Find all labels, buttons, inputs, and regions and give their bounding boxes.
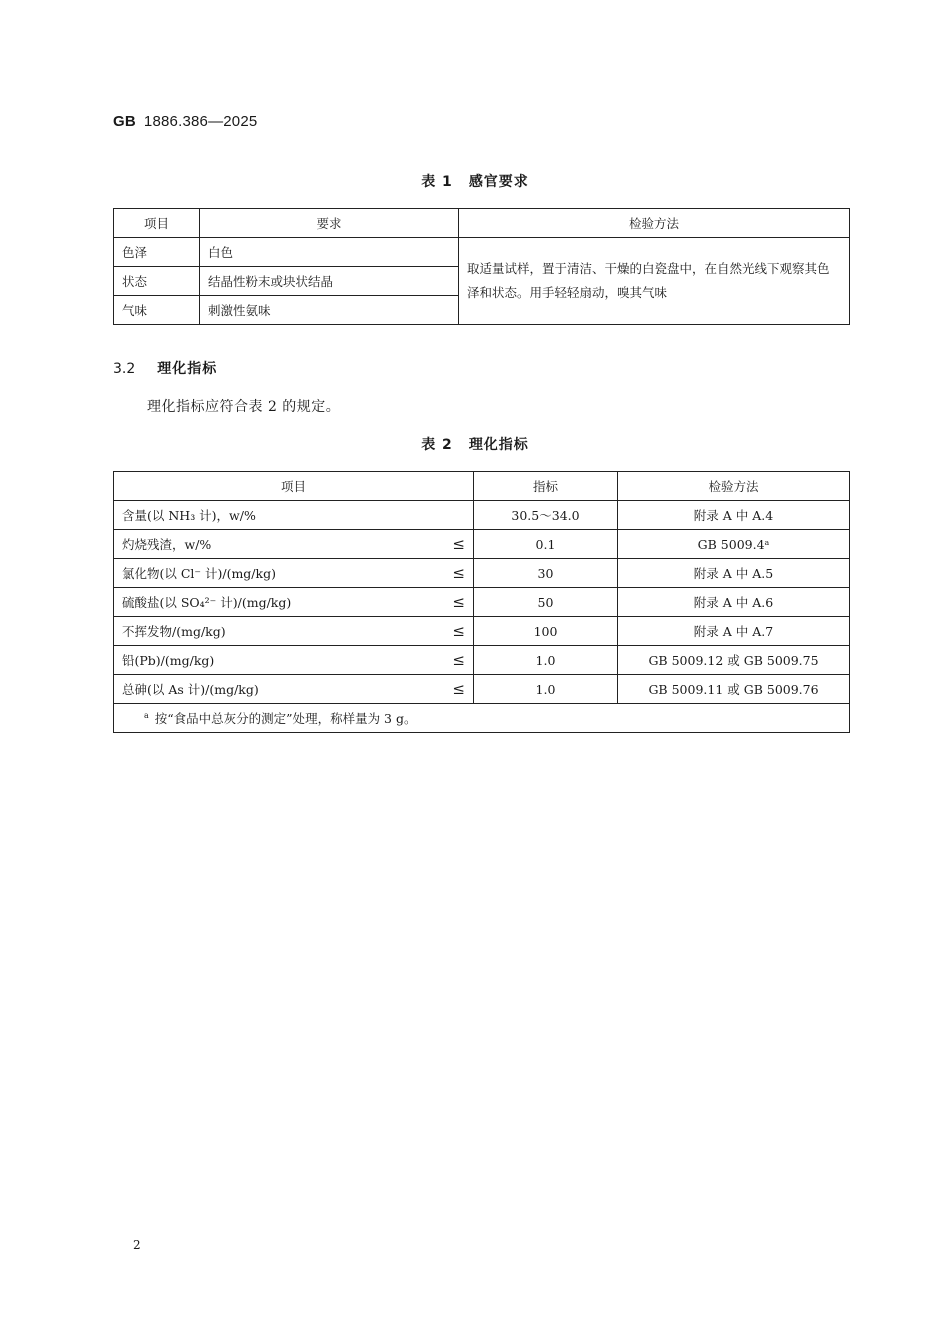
- row-method: 附录 A 中 A.4: [618, 501, 850, 530]
- table-row: [114, 501, 850, 530]
- row-item: [114, 530, 474, 559]
- column-header-method: 检验方法: [618, 472, 850, 501]
- row-item: [114, 617, 474, 646]
- table-row: [114, 675, 850, 704]
- row-value: 30: [474, 559, 618, 588]
- row-item-label: 含量(以 NH₃ 计)，w/%: [122, 508, 256, 523]
- row-method: 附录 A 中 A.5: [618, 559, 850, 588]
- row-value: 30.5～34.0: [474, 501, 618, 530]
- table-row: [114, 646, 850, 675]
- row-item: 状态: [114, 267, 200, 296]
- column-header-limit: 指标: [474, 472, 618, 501]
- row-item: 色泽: [114, 238, 200, 267]
- table1-caption-number: 表 1: [421, 174, 453, 190]
- limit-sign: ≤: [452, 622, 465, 640]
- limit-sign: ≤: [452, 535, 465, 553]
- row-item-label: 不挥发物/(mg/kg): [122, 624, 226, 639]
- row-item: 气味: [114, 296, 200, 325]
- row-item-label: 铅(Pb)/(mg/kg): [122, 653, 215, 668]
- section-heading: [113, 358, 217, 378]
- row-value: 1.0: [474, 675, 618, 704]
- section-title: 理化指标: [157, 361, 218, 377]
- row-item: [114, 559, 474, 588]
- row-method: GB 5009.4ᵃ: [618, 530, 850, 559]
- row-item: [114, 646, 474, 675]
- row-method: GB 5009.11 或 GB 5009.76: [618, 675, 850, 704]
- table-footnote: [114, 704, 850, 733]
- standard-code: [113, 113, 257, 130]
- row-requirement: 结晶性粉末或块状结晶: [200, 267, 459, 296]
- page-number: 2: [133, 1238, 141, 1252]
- table-row: [114, 588, 850, 617]
- column-header-requirement: 要求: [200, 209, 459, 238]
- table-row: [114, 238, 850, 267]
- limit-sign: ≤: [452, 593, 465, 611]
- row-item-label: 氯化物(以 Cl⁻ 计)/(mg/kg): [122, 566, 276, 581]
- table2-caption-title: 理化指标: [468, 437, 529, 453]
- footnote-mark: a: [144, 710, 149, 720]
- table-row: [114, 559, 850, 588]
- footnote-text: 按“食品中总灰分的测定”处理，称样量为 3 g。: [154, 711, 417, 726]
- section-number: 3.2: [113, 361, 136, 377]
- row-value: 0.1: [474, 530, 618, 559]
- column-header-item: 项目: [114, 209, 200, 238]
- sensory-requirements-table: [113, 208, 850, 325]
- row-method: 附录 A 中 A.6: [618, 588, 850, 617]
- table2-caption-number: 表 2: [421, 437, 453, 453]
- row-method: 附录 A 中 A.7: [618, 617, 850, 646]
- row-value: 100: [474, 617, 618, 646]
- row-item-label: 总砷(以 As 计)/(mg/kg): [122, 682, 259, 697]
- table-header-row: [114, 472, 850, 501]
- row-requirement: 刺激性氨味: [200, 296, 459, 325]
- row-method: GB 5009.12 或 GB 5009.75: [618, 646, 850, 675]
- standard-prefix: GB: [113, 113, 136, 130]
- table1-caption: [0, 171, 950, 191]
- row-value: 1.0: [474, 646, 618, 675]
- row-item-label: 灼烧残渣，w/%: [122, 537, 212, 552]
- table-header-row: [114, 209, 850, 238]
- limit-sign: ≤: [452, 564, 465, 582]
- inspection-method: 取适量试样，置于清洁、干燥的白瓷盘中，在自然光线下观察其色泽和状态。用手轻轻扇动，嗅其气味: [459, 238, 850, 325]
- row-item-label: 硫酸盐(以 SO₄²⁻ 计)/(mg/kg): [122, 595, 292, 610]
- row-item: [114, 501, 474, 530]
- row-value: 50: [474, 588, 618, 617]
- footnote-row: [114, 704, 850, 733]
- table-row: [114, 530, 850, 559]
- table2-caption: [0, 434, 950, 454]
- physicochemical-table: [113, 471, 850, 733]
- section-paragraph: 理化指标应符合表 2 的规定。: [147, 399, 341, 415]
- table1-caption-title: 感官要求: [468, 174, 529, 190]
- column-header-item: 项目: [114, 472, 474, 501]
- row-item: [114, 588, 474, 617]
- column-header-method: 检验方法: [459, 209, 850, 238]
- table-row: [114, 617, 850, 646]
- standard-number: 1886.386—2025: [143, 113, 258, 130]
- limit-sign: ≤: [452, 680, 465, 698]
- row-item: [114, 675, 474, 704]
- limit-sign: ≤: [452, 651, 465, 669]
- row-requirement: 白色: [200, 238, 459, 267]
